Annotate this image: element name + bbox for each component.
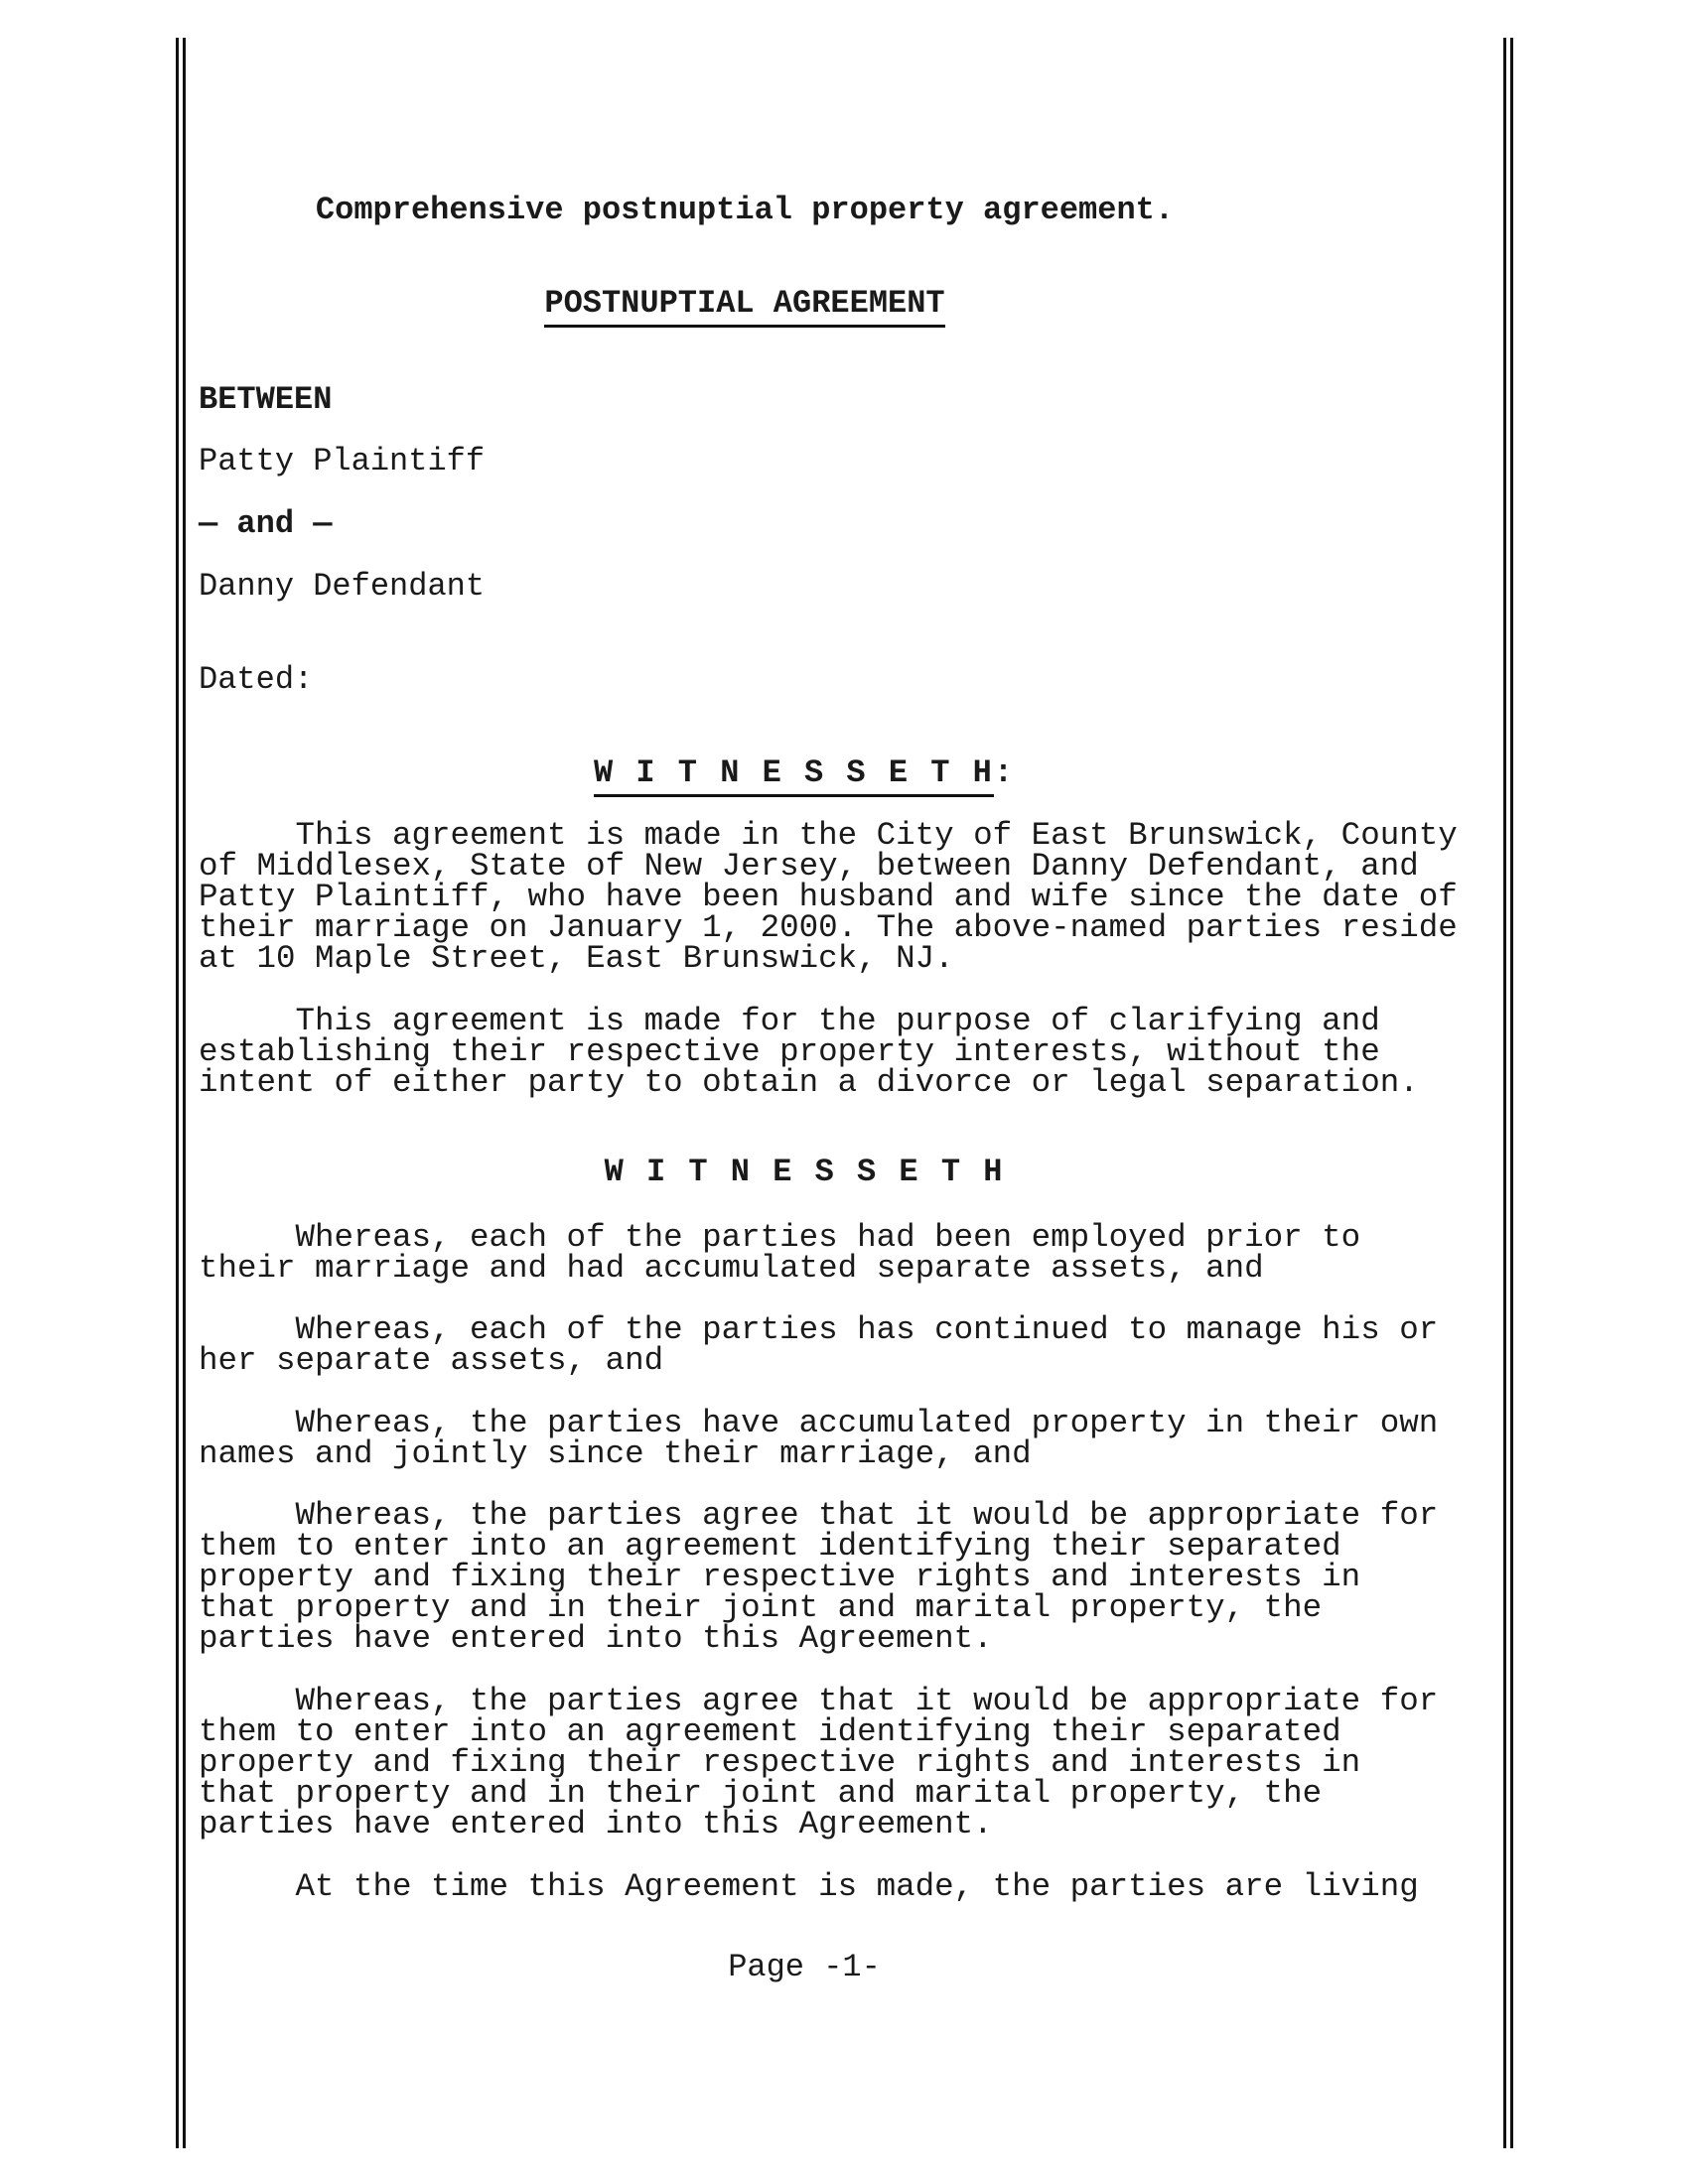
between-label: BETWEEN xyxy=(199,381,333,418)
paragraph-location-parties: This agreement is made in the City of East Brunswick, County of Middlesex, State of New Jersey, between Danny Defendant, and Patty Plaintiff, who have been husband and wife since the date of their marriage on January 1, 2000. The above-named parties reside at 10 Maple Street, East Brunswick, NJ. xyxy=(199,817,1458,977)
agreement-title xyxy=(199,286,1291,322)
whereas-clause-agreement-2: Whereas, the parties agree that it would be appropriate for them to enter into an agreement identifying their separated property and fixing their respective rights and interests in that property and in their joint and marital property, the parties have entered into this Agreement. xyxy=(199,1683,1439,1843)
and-separator: — and — xyxy=(199,505,333,542)
whereas-clause-employment: Whereas, each of the parties had been employed prior to their marriage and had accumulated separate assets, and xyxy=(199,1219,1361,1287)
right-border-rule-inner xyxy=(1503,38,1506,2148)
dated-label: Dated: xyxy=(199,661,314,698)
agreement-title-text: POSTNUPTIAL AGREEMENT xyxy=(544,285,944,328)
whereas-clause-accumulated-property: Whereas, the parties have accumulated property in their own names and jointly since their marriage, and xyxy=(199,1405,1439,1472)
witnesseth-heading-colon: : xyxy=(993,754,1016,791)
caption-title: Comprehensive postnuptial property agreement. xyxy=(315,192,1175,228)
left-border-rule-inner xyxy=(183,38,186,2148)
whereas-clause-agreement-1: Whereas, the parties agree that it would be appropriate for them to enter into an agreement identifying their separated property and fixing their respective rights and interests in that property and in their joint and marital property, the parties have entered into this Agreement. xyxy=(199,1497,1439,1657)
page-number: Page -1- xyxy=(728,1949,881,1985)
right-border-rule-outer xyxy=(1510,38,1513,2148)
paragraph-living-arrangement: At the time this Agreement is made, the parties are living xyxy=(199,1868,1419,1905)
whereas-clause-separate-assets: Whereas, each of the parties has continued to manage his or her separate assets, and xyxy=(199,1311,1439,1379)
paragraph-purpose: This agreement is made for the purpose of clarifying and establishing their respective property interests, without the intent of either party to obtain a divorce or legal separation. xyxy=(199,1003,1419,1101)
party-2-name: Danny Defendant xyxy=(199,568,486,605)
witnesseth-heading-underlined xyxy=(199,755,1410,791)
witnesseth-heading-second: W I T N E S S E T H xyxy=(604,1154,1005,1190)
witnesseth-heading-text: W I T N E S S E T H xyxy=(594,754,994,797)
party-1-name: Patty Plaintiff xyxy=(199,443,486,479)
left-border-rule-outer xyxy=(176,38,179,2148)
